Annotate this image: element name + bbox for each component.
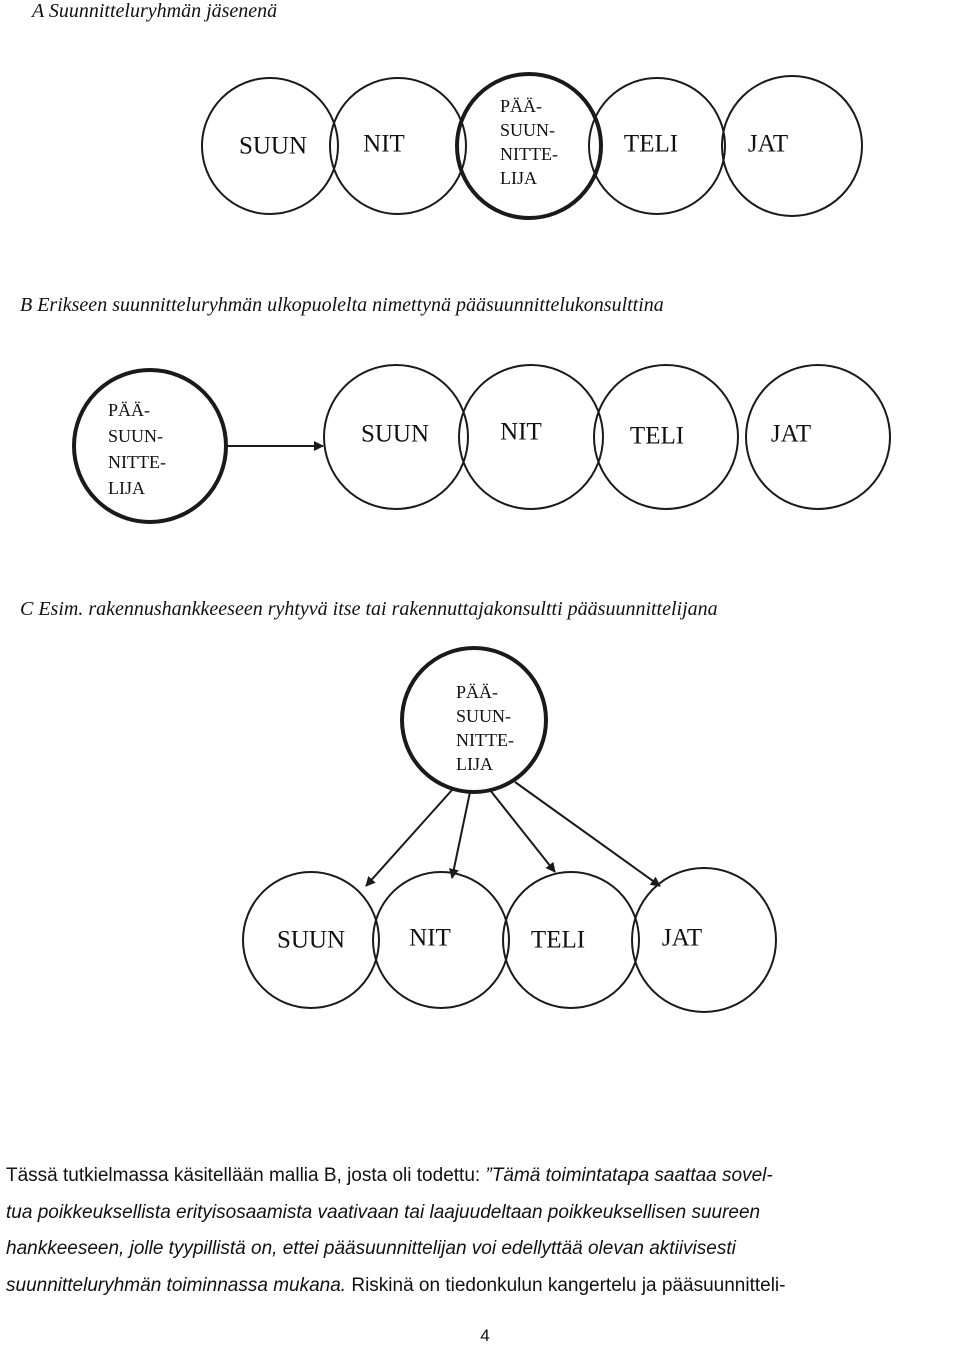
label-paa-line2-a: SUUN-: [500, 120, 556, 140]
label-paa-line2-c: SUUN-: [456, 706, 512, 726]
label-jat-a: JAT: [747, 130, 789, 158]
label-paa-line1-c: PÄÄ-: [456, 682, 499, 702]
arrow-c-nit: [452, 792, 470, 878]
label-jat-c: JAT: [661, 924, 703, 952]
page-number: 4: [480, 1326, 490, 1345]
label-paa-line3-b: NITTE-: [108, 452, 166, 472]
label-paa-line4-c: LIJA: [456, 754, 493, 774]
caption-model-b: B Erikseen suunnitteluryhmän ulkopuolelta nimettynä pääsuunnittelukonsulttina: [20, 294, 664, 316]
label-teli-c: TELI: [530, 926, 586, 954]
paragraph-line-1-quote: ”Tämä toimintatapa saattaa sovel-: [485, 1165, 773, 1186]
label-paa-line1-a: PÄÄ-: [500, 96, 543, 116]
paragraph-line-2-quote: tua poikkeuksellista erityisosaamista vaativaan tai laajuudeltaan poikkeuksellisen suureen: [6, 1201, 761, 1223]
label-suun-b: SUUN: [360, 420, 430, 448]
label-teli-b: TELI: [629, 422, 685, 450]
label-paa-line3-c: NITTE-: [456, 730, 514, 750]
label-paa-line3-a: NITTE-: [500, 144, 558, 164]
paragraph-line-1-normal: Tässä tutkielmassa käsitellään mallia B, josta oli todettu:: [6, 1165, 486, 1186]
paragraph-line-4-quote: suunnitteluryhmän toiminnassa mukana.: [6, 1274, 347, 1296]
label-nit-a: NIT: [363, 130, 405, 158]
paragraph-line-4-normal: Riskinä on tiedonkulun kangertelu ja pääsuunnitteli-: [346, 1274, 786, 1296]
label-teli-a: TELI: [623, 130, 679, 158]
label-paa-line1-b: PÄÄ-: [108, 400, 151, 420]
circle-paasuunnittelija-b: [74, 370, 226, 522]
label-paa-line4-b: LIJA: [108, 478, 145, 498]
label-paa-line2-b: SUUN-: [108, 426, 164, 446]
label-suun-c: SUUN: [276, 926, 346, 954]
arrow-c-jat: [515, 782, 660, 886]
arrow-c-teli: [490, 790, 555, 872]
caption-model-a: A Suunnitteluryhmän jäsenenä: [32, 0, 278, 22]
label-jat-b: JAT: [770, 420, 812, 448]
paragraph-line-4: [6, 1268, 956, 1305]
label-suun-a: SUUN: [238, 132, 308, 160]
label-nit-b: NIT: [500, 418, 542, 446]
paragraph-line-3: [6, 1231, 956, 1268]
body-paragraph: [6, 1158, 956, 1304]
caption-model-c: C Esim. rakennushankkeeseen ryhtyvä itse tai rakennuttajakonsultti pääsuunnittelijana: [20, 598, 718, 620]
circle-jat-c: [632, 868, 776, 1012]
diagram-c: [243, 648, 776, 1012]
paragraph-line-1: [6, 1158, 956, 1195]
diagram-a: [202, 74, 862, 218]
label-paa-line4-a: LIJA: [500, 168, 537, 188]
paragraph-line-2: [6, 1195, 956, 1232]
label-nit-c: NIT: [409, 924, 451, 952]
paragraph-line-3-quote: hankkeeseen, jolle tyypillistä on, ettei pääsuunnittelijan voi edellyttää olevan aktiivisesti: [6, 1238, 736, 1259]
circle-jat-b: [746, 365, 890, 509]
diagram-b: [74, 365, 890, 522]
circle-jat-a: [722, 76, 862, 216]
